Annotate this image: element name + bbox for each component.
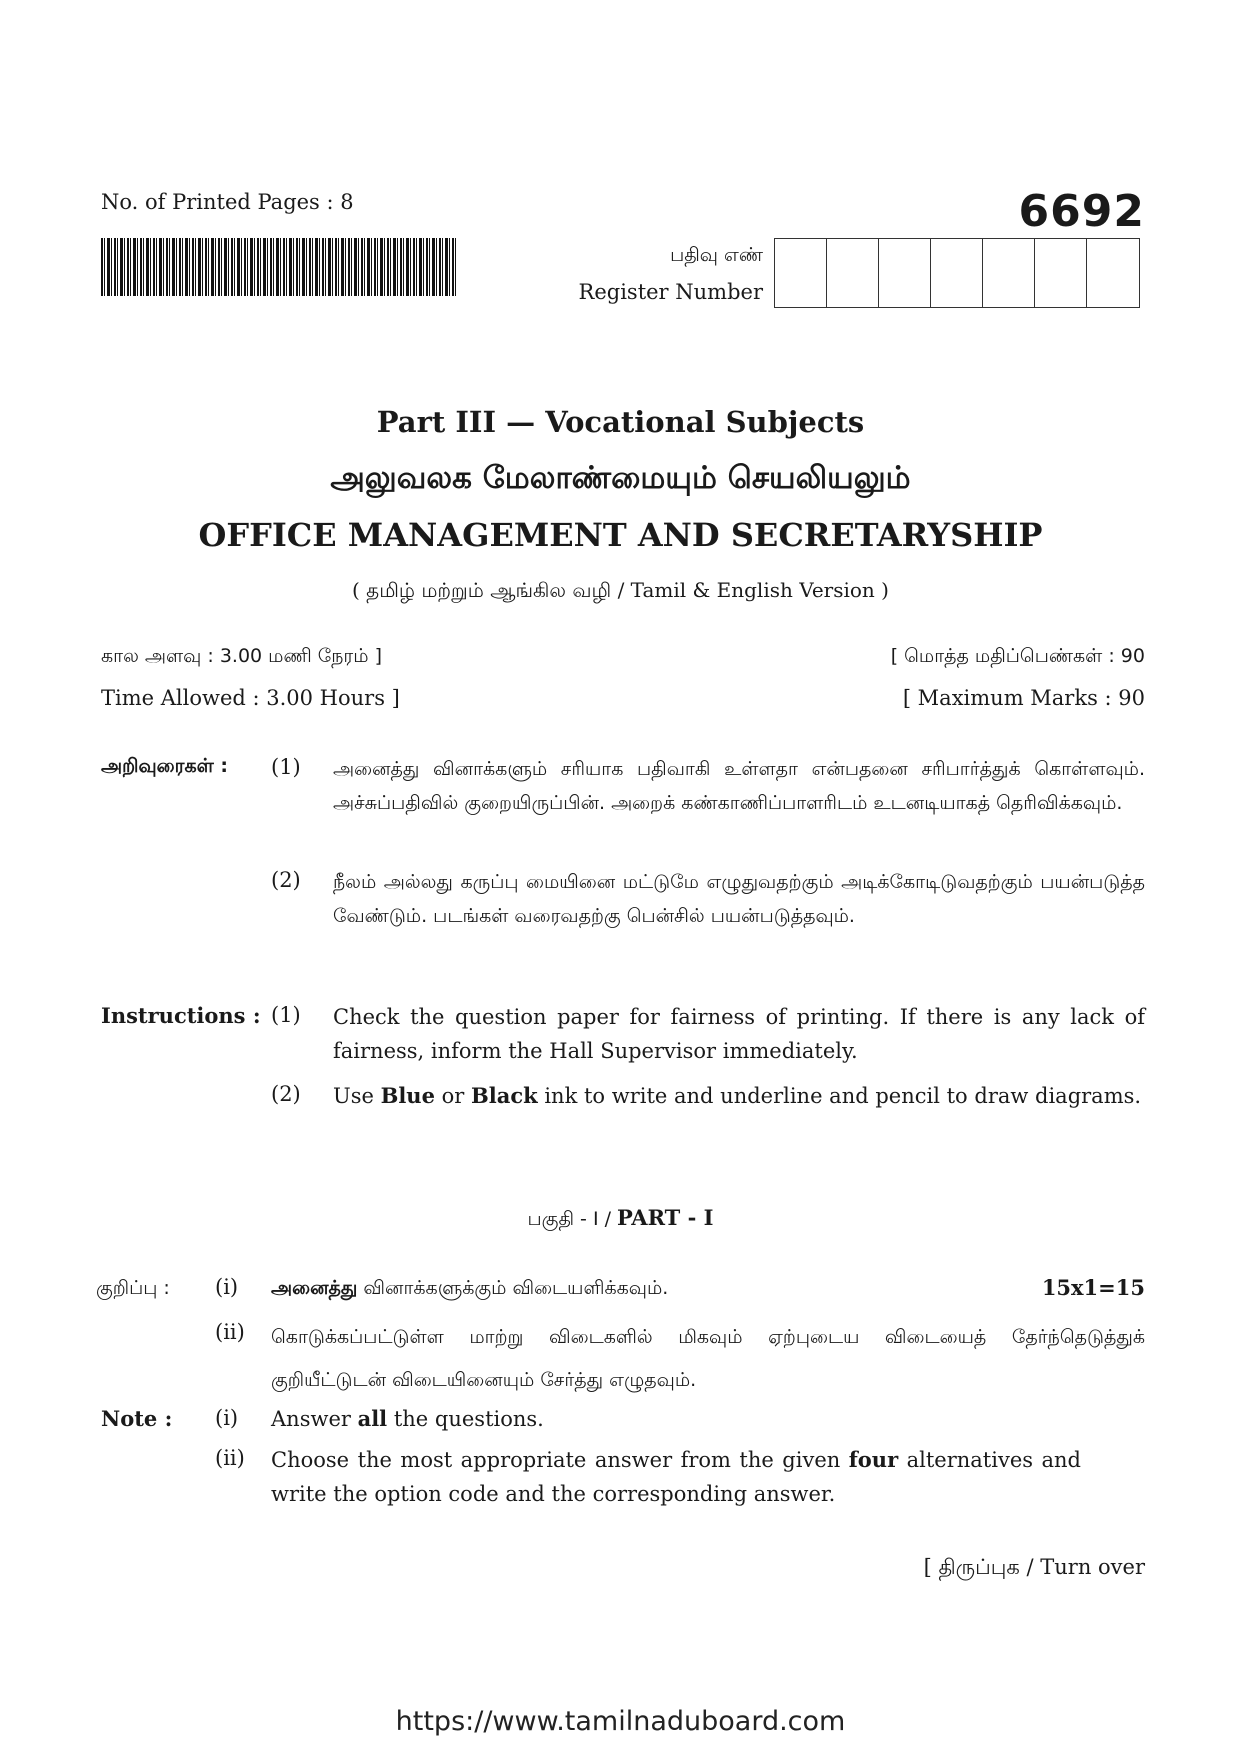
register-label-en: Register Number <box>578 280 763 304</box>
section-heading-en: PART - I <box>617 1205 714 1230</box>
subject-title-ta: அலுவலக மேலாண்மையும் செயலியலும் <box>330 460 911 496</box>
section-marks: 15x1=15 <box>1041 1275 1145 1300</box>
text-run: வினாக்களுக்கும் விடையளிக்கவும். <box>357 1277 669 1299</box>
paper-code: 6692 <box>1018 186 1145 237</box>
turn-over: [ திருப்புக / Turn over <box>923 1555 1145 1579</box>
time-allowed-ta: கால அளவு : 3.00 மணி நேரம் ] <box>101 645 382 667</box>
register-digit-box[interactable] <box>775 239 827 307</box>
barcode-image <box>101 238 457 296</box>
note-text-en <box>271 1443 1081 1511</box>
note-text-en <box>271 1406 544 1431</box>
section-heading-ta: பகுதி - I / <box>527 1208 618 1230</box>
text-run: or <box>434 1084 471 1108</box>
register-number-boxes[interactable] <box>774 238 1140 308</box>
text-run: ink to write and underline and pencil to draw diagrams. <box>537 1084 1142 1108</box>
note-number: (i) <box>215 1406 239 1430</box>
instruction-number: (1) <box>271 755 301 779</box>
max-marks-ta: [ மொத்த மதிப்பெண்கள் : 90 <box>890 645 1145 667</box>
bold-four: four <box>848 1447 899 1472</box>
time-allowed-en: Time Allowed : 3.00 Hours ] <box>101 686 400 710</box>
instructions-label-ta: அறிவுரைகள் : <box>101 755 228 777</box>
max-marks-en: [ Maximum Marks : 90 <box>902 686 1145 710</box>
register-digit-box[interactable] <box>1035 239 1087 307</box>
instruction-text-ta: அனைத்து வினாக்களும் சரியாக பதிவாகி உள்ளதா என்பதனை சரிபார்த்துக் கொள்ளவும். அச்சுப்பதிவில் குறையிருப்பின். அறைக் கண்காணிப்பாளரிடம் உடனடியாகத் தெரிவிக்கவும். <box>333 758 1145 814</box>
note-number: (ii) <box>215 1320 245 1344</box>
bold-black: Black <box>470 1083 538 1108</box>
instruction-text-ta: நீலம் அல்லது கருப்பு மையினை மட்டுமே எழுதுவதற்கும் அடிக்கோடிடுவதற்கும் பயன்படுத்த வேண்டும். படங்கள் வரைவதற்கு பென்சில் பயன்படுத்தவும். <box>333 871 1145 927</box>
note-number: (ii) <box>215 1446 245 1470</box>
note-label-en: Note : <box>101 1406 173 1431</box>
instruction-number: (2) <box>271 868 301 892</box>
bold-blue: Blue <box>380 1083 435 1108</box>
register-digit-box[interactable] <box>1087 239 1139 307</box>
text-run: alternatives and write the option code and the corresponding answer. <box>271 1448 1081 1506</box>
note-text-ta <box>271 1277 668 1302</box>
printed-pages: No. of Printed Pages : 8 <box>101 190 354 214</box>
instruction-text-en: Check the question paper for fairness of printing. If there is any lack of fairness, inform the Hall Supervisor immediately. <box>333 1005 1145 1063</box>
register-digit-box[interactable] <box>931 239 983 307</box>
text-run: Answer <box>271 1407 358 1431</box>
time-row-ta <box>101 645 1145 670</box>
part-title: Part III — Vocational Subjects <box>376 405 865 439</box>
time-row-en <box>101 686 1145 710</box>
note-number: (i) <box>215 1275 239 1299</box>
bold-all-ta: அனைத்து <box>271 1277 358 1299</box>
note-label-ta: குறிப்பு : <box>96 1277 170 1299</box>
text-run: the questions. <box>387 1407 544 1431</box>
register-digit-box[interactable] <box>879 239 931 307</box>
register-digit-box[interactable] <box>827 239 879 307</box>
bold-all: all <box>357 1406 388 1431</box>
instruction-number: (2) <box>271 1082 301 1106</box>
instructions-label-en: Instructions : <box>101 1003 261 1028</box>
source-url[interactable]: https://www.tamilnaduboard.com <box>395 1706 846 1737</box>
subject-title-en: OFFICE MANAGEMENT AND SECRETARYSHIP <box>198 516 1043 554</box>
text-run: Use <box>333 1084 381 1108</box>
register-label-ta: பதிவு எண் <box>670 244 763 266</box>
text-run: Choose the most appropriate answer from the given <box>271 1448 849 1472</box>
version-line: ( தமிழ் மற்றும் ஆங்கில வழி / Tamil & English Version ) <box>352 578 889 602</box>
instruction-number: (1) <box>271 1003 301 1027</box>
register-digit-box[interactable] <box>983 239 1035 307</box>
section-heading <box>0 1205 1241 1233</box>
note-text-ta: கொடுக்கப்பட்டுள்ள மாற்று விடைகளில் மிகவும் ஏற்புடைய விடையைத் தேர்ந்தெடுத்துக் குறியீட்டுடன் விடையினையும் சேர்த்து எழுதவும். <box>271 1326 1145 1391</box>
instruction-text-en <box>333 1079 1145 1113</box>
